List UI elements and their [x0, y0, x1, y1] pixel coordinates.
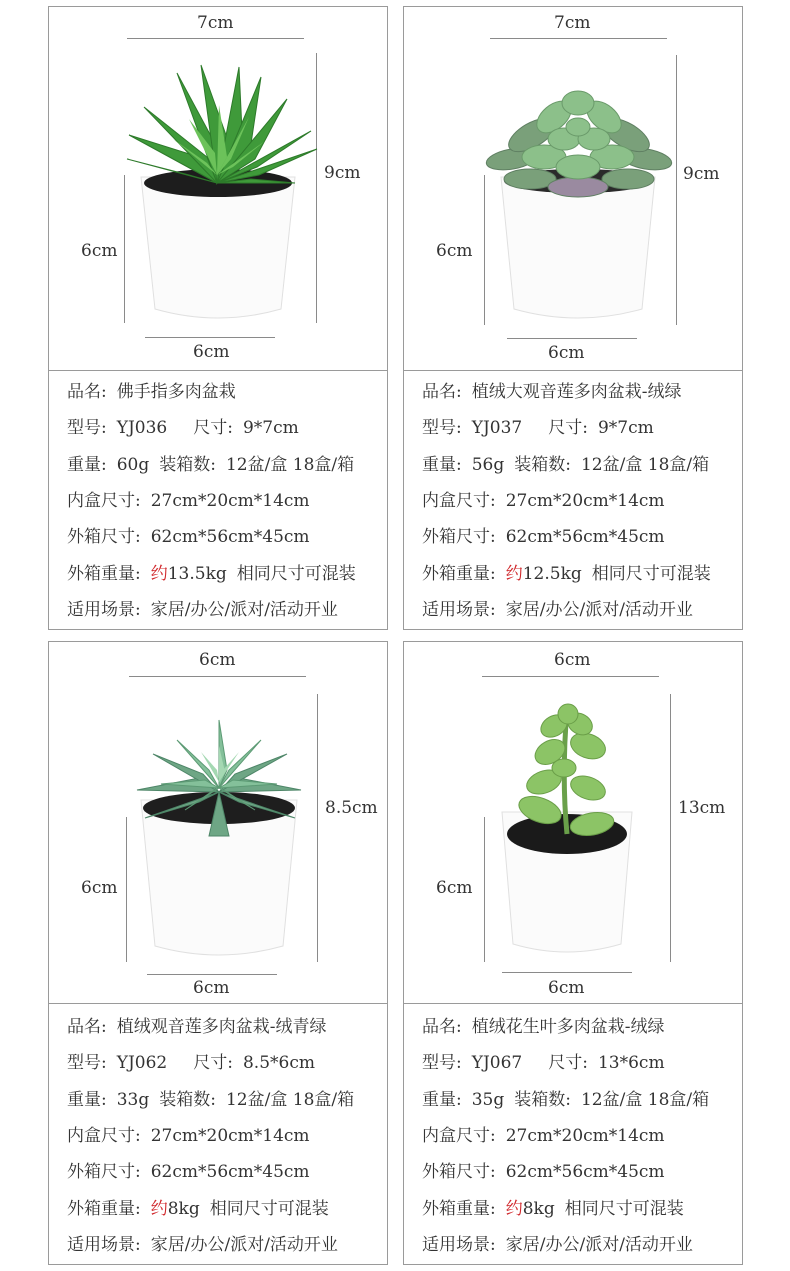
approx-mark: 约	[505, 564, 523, 584]
bottom-dimension-line	[507, 338, 637, 339]
left-height-label: 6cm	[436, 241, 473, 261]
scene-label: 适用场景:	[67, 600, 141, 620]
top-width-label: 7cm	[554, 13, 591, 33]
pack-value: 12盆/盒 18盒/箱	[225, 455, 355, 475]
pack-value: 12盆/盒 18盒/箱	[225, 1090, 355, 1110]
inner-box-label: 内盒尺寸:	[67, 1126, 141, 1146]
bottom-width-label: 6cm	[193, 342, 230, 362]
inner-box-label: 内盒尺寸:	[422, 491, 496, 511]
top-width-label: 6cm	[554, 650, 591, 670]
inner-box-value: 27cm*20cm*14cm	[505, 491, 665, 511]
model-value: YJ062	[116, 1053, 168, 1073]
model-label: 型号:	[67, 1053, 107, 1073]
outer-box-value: 62cm*56cm*45cm	[505, 1162, 665, 1182]
scene-label: 适用场景:	[67, 1235, 141, 1255]
model-label: 型号:	[422, 418, 462, 438]
name-label: 品名:	[67, 1017, 107, 1037]
size-label: 尺寸:	[548, 418, 588, 438]
pack-value: 12盆/盒 18盒/箱	[580, 455, 710, 475]
outer-box-value: 62cm*56cm*45cm	[150, 527, 310, 547]
scene-value: 家居/办公/派对/活动开业	[150, 600, 338, 620]
outer-box-value: 62cm*56cm*45cm	[150, 1162, 310, 1182]
size-label: 尺寸:	[193, 1053, 233, 1073]
inner-box-value: 27cm*20cm*14cm	[505, 1126, 665, 1146]
size-label: 尺寸:	[193, 418, 233, 438]
scene-label: 适用场景:	[422, 600, 496, 620]
model-value: YJ037	[471, 418, 523, 438]
bottom-width-label: 6cm	[193, 978, 230, 998]
product-name: 佛手指多肉盆栽	[116, 382, 236, 402]
outer-weight-label: 外箱重量:	[67, 1199, 141, 1219]
mix-note: 相同尺寸可混装	[591, 564, 711, 584]
scene-value: 家居/办公/派对/活动开业	[150, 1235, 338, 1255]
scene-label: 适用场景:	[422, 1235, 496, 1255]
mix-note: 相同尺寸可混装	[209, 1199, 329, 1219]
weight-value: 35g	[471, 1090, 505, 1110]
product-card-yj037	[403, 6, 743, 630]
outer-box-value: 62cm*56cm*45cm	[505, 527, 665, 547]
pack-label: 装箱数:	[514, 1090, 571, 1110]
right-height-label: 9cm	[324, 163, 361, 183]
weight-value: 60g	[116, 455, 150, 475]
mix-note: 相同尺寸可混装	[564, 1199, 684, 1219]
product-card-yj067	[403, 641, 743, 1265]
pack-label: 装箱数:	[514, 455, 571, 475]
product-card-yj036	[48, 6, 388, 630]
approx-mark: 约	[150, 564, 168, 584]
rosette-succulent-icon	[404, 7, 744, 337]
outer-box-label: 外箱尺寸:	[67, 1162, 141, 1182]
product-name: 植绒花生叶多肉盆栽-绒绿	[471, 1017, 665, 1037]
product-photo	[404, 7, 742, 371]
pack-label: 装箱数:	[159, 1090, 216, 1110]
bottom-dimension-line	[147, 974, 277, 975]
product-photo	[404, 642, 742, 1004]
product-name: 植绒大观音莲多肉盆栽-绒绿	[471, 382, 682, 402]
pack-value: 12盆/盒 18盒/箱	[580, 1090, 710, 1110]
peanut-leaf-succulent-icon	[404, 642, 744, 972]
inner-box-value: 27cm*20cm*14cm	[150, 491, 310, 511]
outer-box-label: 外箱尺寸:	[422, 527, 496, 547]
weight-value: 33g	[116, 1090, 150, 1110]
size-label: 尺寸:	[548, 1053, 588, 1073]
model-label: 型号:	[422, 1053, 462, 1073]
product-photo	[49, 642, 387, 1004]
bottom-width-label: 6cm	[548, 978, 585, 998]
right-height-label: 9cm	[683, 164, 720, 184]
echeveria-succulent-icon	[49, 642, 389, 972]
product-name: 植绒观音莲多肉盆栽-绒青绿	[116, 1017, 327, 1037]
weight-label: 重量:	[422, 455, 462, 475]
bottom-dimension-line	[502, 972, 632, 973]
right-height-label: 13cm	[678, 798, 726, 818]
inner-box-label: 内盒尺寸:	[422, 1126, 496, 1146]
inner-box-label: 内盒尺寸:	[67, 491, 141, 511]
left-height-label: 6cm	[436, 878, 473, 898]
outer-weight-value: 8kg	[522, 1199, 555, 1219]
outer-weight-value: 12.5kg	[522, 564, 582, 584]
outer-box-label: 外箱尺寸:	[67, 527, 141, 547]
left-height-label: 6cm	[81, 878, 118, 898]
weight-label: 重量:	[422, 1090, 462, 1110]
inner-box-value: 27cm*20cm*14cm	[150, 1126, 310, 1146]
top-width-label: 7cm	[197, 13, 234, 33]
model-value: YJ067	[471, 1053, 523, 1073]
approx-mark: 约	[505, 1199, 523, 1219]
weight-label: 重量:	[67, 455, 107, 475]
model-label: 型号:	[67, 418, 107, 438]
model-value: YJ036	[116, 418, 168, 438]
scene-value: 家居/办公/派对/活动开业	[505, 600, 693, 620]
name-label: 品名:	[67, 382, 107, 402]
product-photo	[49, 7, 387, 371]
name-label: 品名:	[422, 382, 462, 402]
scene-value: 家居/办公/派对/活动开业	[505, 1235, 693, 1255]
bottom-width-label: 6cm	[548, 343, 585, 363]
size-value: 9*7cm	[242, 418, 299, 438]
outer-weight-label: 外箱重量:	[422, 564, 496, 584]
name-label: 品名:	[422, 1017, 462, 1037]
product-card-yj062	[48, 641, 388, 1265]
spiky-succulent-icon	[49, 7, 389, 337]
mix-note: 相同尺寸可混装	[236, 564, 356, 584]
outer-weight-value: 8kg	[167, 1199, 200, 1219]
outer-weight-label: 外箱重量:	[422, 1199, 496, 1219]
bottom-dimension-line	[145, 337, 275, 338]
right-height-label: 8.5cm	[325, 798, 378, 818]
size-value: 13*6cm	[597, 1053, 665, 1073]
weight-value: 56g	[471, 455, 505, 475]
pack-label: 装箱数:	[159, 455, 216, 475]
size-value: 8.5*6cm	[242, 1053, 315, 1073]
size-value: 9*7cm	[597, 418, 654, 438]
outer-weight-value: 13.5kg	[167, 564, 227, 584]
top-width-label: 6cm	[199, 650, 236, 670]
approx-mark: 约	[150, 1199, 168, 1219]
outer-weight-label: 外箱重量:	[67, 564, 141, 584]
weight-label: 重量:	[67, 1090, 107, 1110]
outer-box-label: 外箱尺寸:	[422, 1162, 496, 1182]
left-height-label: 6cm	[81, 241, 118, 261]
